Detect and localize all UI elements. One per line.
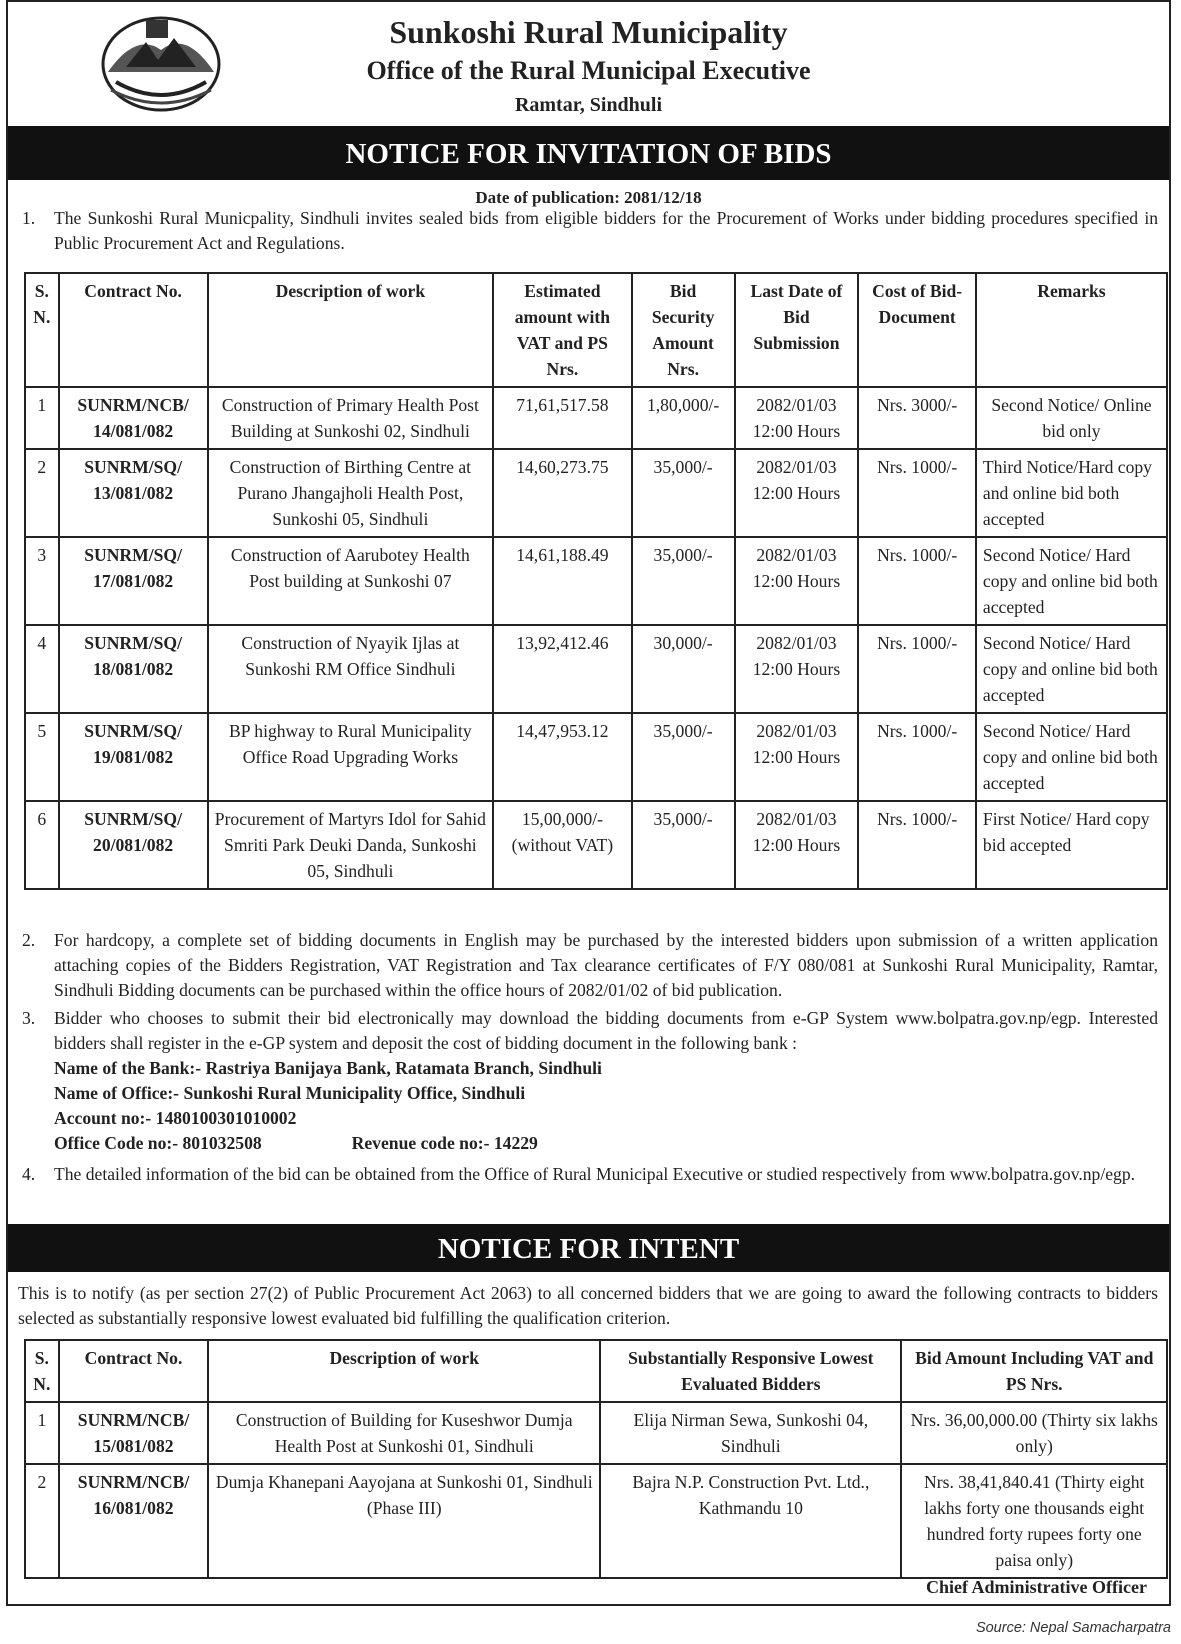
paragraph-3 (18, 1006, 1158, 1156)
desc-cell: Construction of Aarubotey Health Post building at Sunkoshi 07 (208, 537, 494, 625)
cost-cell: Nrs. 1000/- (858, 713, 976, 801)
bank-codes (54, 1131, 1158, 1156)
col-header: Cost of Bid-Document (858, 273, 976, 387)
intent-table (24, 1339, 1168, 1579)
amount-cell: 13,92,412.46 (493, 625, 632, 713)
paragraph-2 (18, 928, 1158, 1003)
para-number: 3. (22, 1008, 36, 1028)
publication-date: Date of publication: 2081/12/18 (475, 188, 702, 207)
paragraph-1 (18, 206, 1158, 256)
date-cell: 2082/01/03 12:00 Hours (735, 801, 859, 889)
header (8, 2, 1169, 124)
para-text: The detailed information of the bid can be obtained from the Office of Rural Municipal Executive or studied respectively from www.bolpatra.gov.np/egp. (54, 1164, 1136, 1184)
date-cell: 2082/01/03 12:00 Hours (735, 537, 859, 625)
sn-cell: 2 (25, 1464, 59, 1578)
sn-cell: 3 (25, 537, 59, 625)
bidder-cell: Elija Nirman Sewa, Sunkoshi 04, Sindhuli (600, 1402, 901, 1464)
sn-cell: 1 (25, 1402, 59, 1464)
date-cell: 2082/01/03 12:00 Hours (735, 625, 859, 713)
bids-heading: NOTICE FOR INVITATION OF BIDS (8, 126, 1169, 180)
bank-office: Name of Office:- Sunkoshi Rural Municipality Office, Sindhuli (54, 1083, 526, 1103)
bank-account: Account no:- 1480100301010002 (54, 1108, 297, 1128)
col-header: Description of work (208, 1340, 600, 1402)
col-header: Contract No. (59, 1340, 209, 1402)
table-row (25, 387, 1167, 449)
desc-cell: Construction of Building for Kuseshwor Dumja Health Post at Sunkoshi 01, Sindhuli (208, 1402, 600, 1464)
remarks-cell: First Notice/ Hard copy bid accepted (976, 801, 1167, 889)
contract-cell: SUNRM/SQ/ 13/081/082 (59, 449, 208, 537)
security-cell: 35,000/- (632, 801, 735, 889)
table-header-row (25, 1340, 1167, 1402)
remarks-cell: Third Notice/Hard copy and online bid both accepted (976, 449, 1167, 537)
amount-cell: 14,61,188.49 (493, 537, 632, 625)
contract-cell: SUNRM/SQ/ 17/081/082 (59, 537, 208, 625)
contract-cell: SUNRM/NCB/ 14/081/082 (59, 387, 208, 449)
contract-cell: SUNRM/NCB/ 15/081/082 (59, 1402, 209, 1464)
bank-name: Name of the Bank:- Rastriya Banijaya Bank, Ratamata Branch, Sindhuli (54, 1058, 602, 1078)
col-header: Estimated amount with VAT and PS Nrs. (493, 273, 632, 387)
security-cell: 35,000/- (632, 713, 735, 801)
security-cell: 35,000/- (632, 537, 735, 625)
remarks-cell: Second Notice/ Hard copy and online bid both accepted (976, 537, 1167, 625)
sn-cell: 2 (25, 449, 59, 537)
security-cell: 30,000/- (632, 625, 735, 713)
sn-cell: 6 (25, 801, 59, 889)
date-cell: 2082/01/03 12:00 Hours (735, 387, 859, 449)
col-header: Remarks (976, 273, 1167, 387)
col-header: Substantially Responsive Lowest Evaluated Bidders (600, 1340, 901, 1402)
cost-cell: Nrs. 1000/- (858, 625, 976, 713)
cost-cell: Nrs. 1000/- (858, 449, 976, 537)
cost-cell: Nrs. 1000/- (858, 537, 976, 625)
contract-cell: SUNRM/SQ/ 18/081/082 (59, 625, 208, 713)
amount-cell: 14,47,953.12 (493, 713, 632, 801)
intent-intro (18, 1281, 1158, 1331)
remarks-cell: Second Notice/ Hard copy and online bid both accepted (976, 625, 1167, 713)
intent-heading: NOTICE FOR INTENT (8, 1224, 1169, 1272)
table-row (25, 713, 1167, 801)
desc-cell: Construction of Birthing Centre at Purano Jhangajholi Health Post, Sunkoshi 05, Sindhuli (208, 449, 494, 537)
desc-cell: Procurement of Martyrs Idol for Sahid Smriti Park Deuki Danda, Sunkoshi 05, Sindhuli (208, 801, 494, 889)
bid-amount-cell: Nrs. 38,41,840.41 (Thirty eight lakhs forty one thousands eight hundred forty rupees forty one paisa only) (901, 1464, 1167, 1578)
table-row (25, 1402, 1167, 1464)
col-header: Bid Amount Including VAT and PS Nrs. (901, 1340, 1167, 1402)
para-number: 4. (22, 1164, 36, 1184)
para-text: The Sunkoshi Rural Municpality, Sindhuli invites sealed bids from eligible bidders for the Procurement of Works under bidding procedures specified in Public Procurement Act and Regulations. (54, 208, 1158, 253)
security-cell: 35,000/- (632, 449, 735, 537)
para-number: 1. (22, 208, 36, 228)
bids-table (24, 272, 1168, 890)
contract-cell: SUNRM/SQ/ 19/081/082 (59, 713, 208, 801)
source-credit: Source: Nepal Samacharpatra (975, 1620, 1171, 1636)
amount-cell: 15,00,000/- (without VAT) (493, 801, 632, 889)
para-number: 2. (22, 930, 36, 950)
municipality-title: Sunkoshi Rural Municipality (389, 14, 788, 50)
amount-cell: 14,60,273.75 (493, 449, 632, 537)
para-text: This is to notify (as per section 27(2) of Public Procurement Act 2063) to all concerned bidders that we are going to award the following contracts to bidders selected as substantially responsive lowest evaluated bid fulfilling the qualification criterion. (18, 1283, 1158, 1328)
bidder-cell: Bajra N.P. Construction Pvt. Ltd., Kathmandu 10 (600, 1464, 901, 1578)
amount-cell: 71,61,517.58 (493, 387, 632, 449)
signature: Chief Administrative Officer (926, 1577, 1147, 1597)
table-row (25, 449, 1167, 537)
cost-cell: Nrs. 1000/- (858, 801, 976, 889)
col-header: Last Date of Bid Submission (735, 273, 859, 387)
contract-cell: SUNRM/SQ/ 20/081/082 (59, 801, 208, 889)
notice-frame (6, 0, 1171, 1606)
desc-cell: Construction of Primary Health Post Building at Sunkoshi 02, Sindhuli (208, 387, 494, 449)
para-text: For hardcopy, a complete set of bidding documents in English may be purchased by the interested bidders upon submission of a written application attaching copies of the Bidders Registration, VAT Registration and Tax clearance certificates of F/Y 080/081 at Sunkoshi Rural Municipality, Ramtar, Sindhuli Bidding documents can be purchased within the office hours of 2082/01/02 of bid publication. (54, 930, 1158, 1000)
sn-cell: 1 (25, 387, 59, 449)
table-header-row (25, 273, 1167, 387)
col-header: S. N. (25, 273, 59, 387)
office-code: Office Code no:- 801032508 (54, 1133, 262, 1153)
desc-cell: Dumja Khanepani Aayojana at Sunkoshi 01, Sindhuli (Phase III) (208, 1464, 600, 1578)
security-cell: 1,80,000/- (632, 387, 735, 449)
location-line: Ramtar, Sindhuli (514, 94, 663, 116)
col-header: Bid Security Amount Nrs. (632, 273, 735, 387)
remarks-cell: Second Notice/ Online bid only (976, 387, 1167, 449)
office-subtitle: Office of the Rural Municipal Executive (366, 56, 811, 85)
col-header: Contract No. (59, 273, 208, 387)
contract-cell: SUNRM/NCB/ 16/081/082 (59, 1464, 209, 1578)
date-cell: 2082/01/03 12:00 Hours (735, 449, 859, 537)
paragraph-4 (18, 1162, 1158, 1187)
date-cell: 2082/01/03 12:00 Hours (735, 713, 859, 801)
remarks-cell: Second Notice/ Hard copy and online bid both accepted (976, 713, 1167, 801)
revenue-code: Revenue code no:- 14229 (351, 1133, 538, 1153)
table-row (25, 1464, 1167, 1578)
desc-cell: BP highway to Rural Municipality Office Road Upgrading Works (208, 713, 494, 801)
table-row (25, 537, 1167, 625)
col-header: S. N. (25, 1340, 59, 1402)
desc-cell: Construction of Nyayik Ijlas at Sunkoshi RM Office Sindhuli (208, 625, 494, 713)
table-row (25, 801, 1167, 889)
cost-cell: Nrs. 3000/- (858, 387, 976, 449)
col-header: Description of work (208, 273, 494, 387)
table-row (25, 625, 1167, 713)
bid-amount-cell: Nrs. 36,00,000.00 (Thirty six lakhs only) (901, 1402, 1167, 1464)
sn-cell: 4 (25, 625, 59, 713)
para-text: Bidder who chooses to submit their bid electronically may download the bidding documents from e-GP System www.bolpatra.gov.np/egp. Interested bidders shall register in the e-GP system and deposit the cost of bidding document in the following bank : (54, 1008, 1158, 1053)
sn-cell: 5 (25, 713, 59, 801)
